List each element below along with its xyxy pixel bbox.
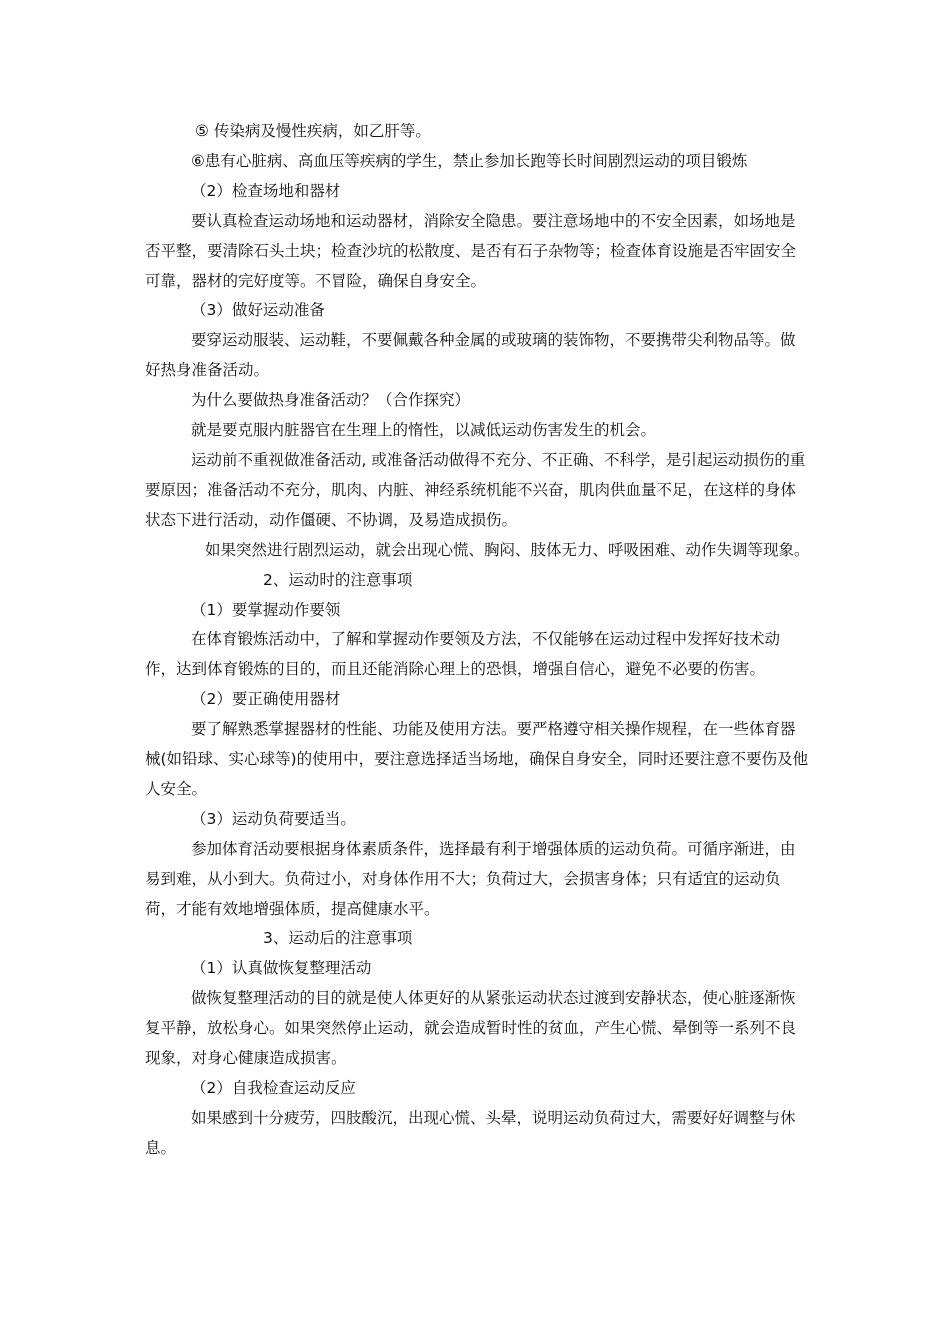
list-item-heart-disease: ⑥患有心脏病、高血压等疾病的学生，禁止参加长跑等长时间剧烈运动的项目锻炼 (191, 151, 748, 170)
subheading-exercise-load: （3）运动负荷要适当。 (191, 809, 356, 828)
section-heading-during-exercise: 2、运动时的注意事项 (263, 570, 413, 589)
paragraph-exercise-load: 参加体育活动要根据身体素质条件，选择最有利于增强体质的运动负荷。可循序渐进，由易到难，从小到大。负荷过小，对身体作用不大；负荷过大，会损害身体；只有适宜的运动负荷，才能有效地增强体质，提高健康水平。 (145, 839, 796, 918)
subheading-master-technique: （1）要掌握动作要领 (191, 600, 341, 619)
paragraph-use-equipment: 要了解熟悉掌握器材的性能、功能及使用方法。要严格遵守相关操作规程，在一些体育器械(如铅球、实心球等)的使用中，要注意选择适当场地，确保自身安全，同时还要注意不要伤及他人安全。 (145, 720, 809, 798)
paragraph-sudden-exercise: 如果突然进行剧烈运动，就会出现心慌、胸闷、肢体无力、呼吸困难、动作失调等现象。 (205, 540, 810, 559)
paragraph-master-technique: 在体育锻炼活动中，了解和掌握动作要领及方法，不仅能够在运动过程中发挥好技术动作，达到体育锻炼的目的，而且还能消除心理上的恐惧，增强自信心，避免不必要的伤害。 (145, 630, 781, 679)
subheading-use-equipment: （2）要正确使用器材 (191, 690, 341, 709)
paragraph-self-check: 如果感到十分疲劳，四肢酸沉，出现心慌、头晕，说明运动负荷过大，需要好好调整与休息。 (145, 1108, 796, 1157)
paragraph-cooldown: 做恢复整理活动的目的就是使人体更好的从紧张运动状态过渡到安静状态，使心脏逐渐恢复平静，放松身心。如果突然停止运动，就会造成暂时性的贫血，产生心慌、晕倒等一系列不良现象，对身心健康造成损害。 (145, 989, 797, 1068)
list-item-infectious-disease: ⑤ 传染病及慢性疾病，如乙肝等。 (195, 122, 431, 140)
subheading-check-venue: （2）检查场地和器材 (191, 181, 341, 200)
question-warmup: 为什么要做热身准备活动？（合作探究） (191, 391, 471, 410)
paragraph-prepare: 要穿运动服装、运动鞋，不要佩戴各种金属的或玻璃的装饰物，不要携带尖利物品等。做好热身准备活动。 (145, 331, 796, 380)
paragraph-warmup-reason: 就是要克服内脏器官在生理上的惰性，以减低运动伤害发生的机会。 (191, 421, 657, 440)
section-heading-after-exercise: 3、运动后的注意事项 (263, 929, 413, 948)
paragraph-check-venue: 要认真检查运动场地和运动器材，消除安全隐患。要注意场地中的不安全因素，如场地是否平整，要清除石头土块；检查沙坑的松散度、是否有石子杂物等；检查体育设施是否牢固安全可靠，器材的完好度等。不冒险，确保自身安全。 (145, 211, 797, 290)
subheading-prepare: （3）做好运动准备 (191, 301, 325, 320)
paragraph-warmup-importance: 运动前不重视做准备活动, 或准备活动做得不充分、不正确、不科学，是引起运动损伤的重要原因；准备活动不充分，肌肉、内脏、神经系统机能不兴奋，肌肉供血量不足，在这样的身体状态下进行活动，动作僵硬、不协调，及易造成损伤。 (145, 450, 806, 529)
document-body (145, 117, 810, 1164)
subheading-self-check: （2）自我检查运动反应 (191, 1079, 356, 1097)
subheading-cooldown: （1）认真做恢复整理活动 (191, 959, 372, 978)
